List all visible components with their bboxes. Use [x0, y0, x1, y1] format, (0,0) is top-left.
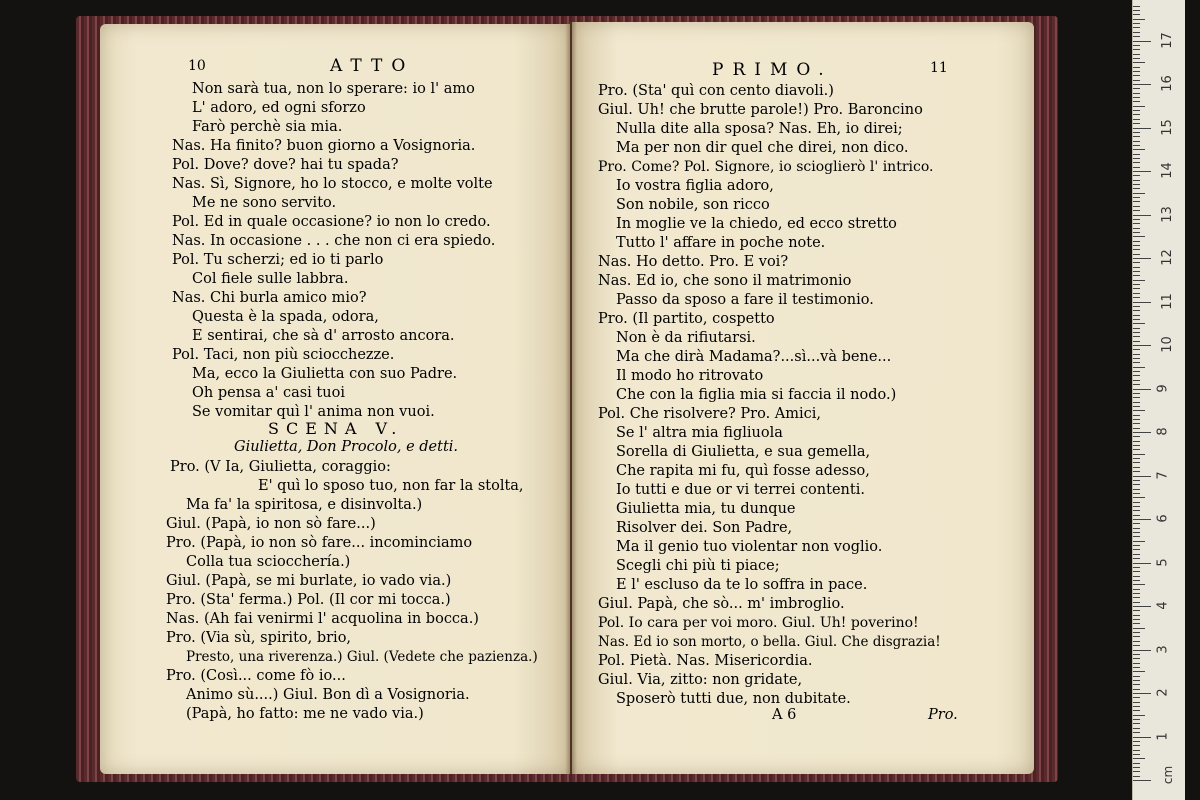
ruler-tick — [1133, 571, 1140, 572]
text-line: Colla tua sciocchería.) — [186, 554, 351, 570]
ruler-tick — [1133, 23, 1140, 24]
text-line: Giul. Via, zitto: non gridate, — [598, 672, 803, 688]
text-line: Risolver dei. Son Padre, — [616, 520, 793, 536]
ruler-tick — [1133, 449, 1140, 450]
ruler-tick — [1133, 436, 1140, 437]
text-line: Scegli chi più ti piace; — [616, 558, 780, 574]
ruler-tick — [1133, 506, 1140, 507]
ruler-tick — [1133, 732, 1140, 733]
ruler-number: 1 — [1155, 731, 1171, 741]
ruler-tick — [1133, 10, 1140, 11]
ruler-tick — [1133, 580, 1140, 581]
ruler-number: 5 — [1155, 557, 1171, 567]
ruler-tick — [1133, 567, 1140, 568]
ruler-tick — [1133, 141, 1140, 142]
ruler-unit: cm — [1161, 765, 1176, 785]
ruler-tick — [1133, 606, 1151, 607]
right-page-number: 11 — [930, 60, 948, 76]
ruler-tick — [1133, 719, 1140, 720]
ruler-tick — [1133, 6, 1140, 7]
ruler-tick — [1133, 293, 1140, 294]
ruler-tick — [1133, 128, 1151, 129]
ruler-tick — [1133, 676, 1140, 677]
ruler-number: 10 — [1159, 336, 1175, 353]
text-line: Nas. In occasione . . . che non ci era spiedo. — [172, 233, 496, 249]
ruler-tick — [1133, 171, 1151, 172]
measuring-ruler — [1132, 0, 1185, 800]
ruler-tick — [1133, 671, 1145, 672]
ruler-tick — [1133, 554, 1140, 555]
ruler-number: 14 — [1159, 162, 1175, 179]
text-line: Presto, una riverenza.) Giul. (Vedete che pazienza.) — [186, 649, 538, 665]
ruler-tick — [1133, 228, 1140, 229]
ruler-tick — [1133, 245, 1140, 246]
ruler-tick — [1133, 306, 1140, 307]
ruler-tick — [1133, 254, 1140, 255]
ruler-tick — [1133, 275, 1140, 276]
ruler-tick — [1133, 689, 1140, 690]
ruler-tick — [1133, 136, 1140, 137]
catchword: Pro. — [928, 707, 958, 723]
ruler-tick — [1133, 158, 1140, 159]
ruler-number: 2 — [1155, 688, 1171, 697]
ruler-tick — [1133, 397, 1140, 398]
ruler-tick — [1133, 406, 1140, 407]
ruler-tick — [1133, 232, 1140, 233]
text-line: Ma che dirà Madama?...sì...và bene... — [616, 349, 892, 365]
ruler-tick — [1133, 741, 1140, 742]
ruler-tick — [1133, 371, 1140, 372]
ruler-tick — [1133, 484, 1140, 485]
ruler-tick — [1133, 650, 1151, 651]
ruler-number: 16 — [1159, 75, 1175, 92]
ruler-tick — [1133, 71, 1140, 72]
ruler-tick — [1133, 589, 1140, 590]
ruler-tick — [1133, 393, 1140, 394]
text-line: Giul. (Papà, se mi burlate, io vado via.) — [166, 573, 452, 589]
ruler-number: 6 — [1155, 514, 1171, 523]
text-line: Pol. Pietà. Nas. Misericordia. — [598, 653, 813, 669]
ruler-tick — [1133, 493, 1140, 494]
ruler-number: 13 — [1159, 205, 1175, 223]
ruler-tick — [1133, 476, 1151, 477]
text-line: Giul. Uh! che brutte parole!) Pro. Baroncino — [598, 102, 923, 118]
ruler-tick — [1133, 563, 1151, 564]
ruler-tick — [1133, 502, 1140, 503]
text-line: Nas. Chi burla amico mio? — [172, 290, 367, 306]
ruler-tick — [1133, 702, 1140, 703]
text-line: Giulietta mia, tu dunque — [616, 501, 796, 517]
ruler-tick — [1133, 441, 1140, 442]
ruler-tick — [1133, 636, 1140, 637]
ruler-tick — [1133, 593, 1140, 594]
ruler-tick — [1133, 415, 1140, 416]
text-line: Tutto l' affare in poche note. — [616, 235, 826, 251]
text-line: Nas. (Ah fai venirmi l' acquolina in bocca.) — [166, 611, 479, 627]
ruler-tick — [1133, 84, 1151, 85]
signature-mark: A 6 — [772, 707, 797, 723]
ruler-tick — [1133, 375, 1140, 376]
ruler-tick — [1133, 623, 1140, 624]
ruler-tick — [1133, 215, 1151, 216]
right-page-header: PRIMO. — [712, 60, 833, 80]
ruler-number: 15 — [1159, 118, 1175, 136]
text-line: Pro. (Il partito, cospetto — [598, 311, 775, 327]
ruler-tick — [1133, 410, 1145, 411]
text-line: Nas. Ed io, che sono il matrimonio — [598, 273, 852, 289]
ruler-tick — [1133, 162, 1140, 163]
text-line: Col fiele sulle labbra. — [192, 271, 349, 287]
text-line: Ma il genio tuo violentar non voglio. — [616, 539, 883, 555]
ruler-tick — [1133, 632, 1140, 633]
ruler-tick — [1133, 763, 1140, 764]
ruler-tick — [1133, 336, 1140, 337]
ruler-number: 12 — [1159, 249, 1175, 266]
ruler-tick — [1133, 445, 1140, 446]
text-line: Sorella di Giulietta, e sua gemella, — [616, 444, 871, 460]
text-line: Nulla dite alla sposa? Nas. Eh, io direi; — [616, 121, 903, 137]
ruler-tick — [1133, 480, 1140, 481]
ruler-tick — [1133, 584, 1145, 585]
ruler-tick — [1133, 362, 1140, 363]
text-line: Pro. (Sta' ferma.) Pol. (Il cor mi tocca.) — [166, 592, 451, 608]
text-line: E sentirai, che sà d' arrosto ancora. — [192, 328, 455, 344]
text-line: Che con la figlia mia si faccia il nodo.) — [616, 387, 897, 403]
ruler-tick — [1133, 332, 1140, 333]
ruler-tick — [1133, 88, 1140, 89]
left-page-number: 10 — [188, 58, 206, 74]
text-line: Pro. Come? Pol. Signore, io scioglierò l' intrico. — [598, 159, 934, 175]
ruler-tick — [1133, 175, 1140, 176]
ruler-tick — [1133, 519, 1151, 520]
ruler-tick — [1133, 576, 1140, 577]
ruler-tick — [1133, 315, 1140, 316]
text-line: Pro. (Papà, io non sò fare... incominciamo — [166, 535, 473, 551]
ruler-tick — [1133, 193, 1145, 194]
ruler-number: 8 — [1155, 427, 1171, 436]
text-line: E l' escluso da te lo soffra in pace. — [616, 577, 868, 593]
text-line: E' quì lo sposo tuo, non far la stolta, — [258, 478, 524, 494]
ruler-tick — [1133, 75, 1140, 76]
ruler-tick — [1133, 36, 1140, 37]
ruler-tick — [1133, 328, 1140, 329]
ruler-tick — [1133, 97, 1140, 98]
text-line: Pro. (Via sù, spirito, brio, — [166, 630, 352, 646]
text-line: Farò perchè sia mia. — [192, 119, 343, 135]
text-line: Passo da sposo a fare il testimonio. — [616, 292, 874, 308]
text-line: Giul. Papà, che sò... m' imbroglio. — [598, 596, 845, 612]
ruler-tick — [1133, 693, 1151, 694]
ruler-tick — [1133, 515, 1140, 516]
ruler-tick — [1133, 754, 1140, 755]
ruler-tick — [1133, 723, 1140, 724]
ruler-tick — [1133, 249, 1140, 250]
text-line: Non è da rifiutarsi. — [616, 330, 756, 346]
ruler-tick — [1133, 45, 1140, 46]
text-line: Pro. (V Ia, Giulietta, coraggio: — [170, 459, 391, 475]
text-line: Nas. Ho detto. Pro. E voi? — [598, 254, 789, 270]
ruler-tick — [1133, 619, 1140, 620]
ruler-tick — [1133, 658, 1140, 659]
ruler-tick — [1133, 767, 1140, 768]
text-line: Se l' altra mia figliuola — [616, 425, 783, 441]
ruler-tick — [1133, 680, 1140, 681]
text-line: Io vostra figlia adoro, — [616, 178, 774, 194]
ruler-tick — [1133, 210, 1140, 211]
ruler-tick — [1133, 776, 1140, 777]
text-line: Pol. Io cara per voi moro. Giul. Uh! poverino! — [598, 615, 919, 631]
ruler-tick — [1133, 280, 1145, 281]
ruler-tick — [1133, 536, 1140, 537]
ruler-tick — [1133, 67, 1140, 68]
text-line: Giul. (Papà, io non sò fare...) — [166, 516, 376, 532]
ruler-tick — [1133, 123, 1140, 124]
book-gutter — [565, 22, 577, 774]
ruler-tick — [1133, 419, 1140, 420]
text-line: Nas. Ha finito? buon giorno a Vosignoria. — [172, 138, 476, 154]
ruler-tick — [1133, 341, 1140, 342]
ruler-tick — [1133, 380, 1140, 381]
ruler-tick — [1133, 236, 1145, 237]
ruler-tick — [1133, 219, 1140, 220]
ruler-tick — [1133, 528, 1140, 529]
ruler-tick — [1133, 615, 1140, 616]
ruler-tick — [1133, 558, 1140, 559]
ruler-tick — [1133, 697, 1140, 698]
ruler-tick — [1133, 288, 1140, 289]
ruler-tick — [1133, 206, 1140, 207]
ruler-tick — [1133, 454, 1145, 455]
text-line: Animo sù....) Giul. Bon dì a Vosignoria. — [186, 687, 470, 703]
ruler-tick — [1133, 27, 1140, 28]
ruler-tick — [1133, 432, 1151, 433]
ruler-tick — [1133, 54, 1140, 55]
ruler-tick — [1133, 706, 1140, 707]
ruler-tick — [1133, 541, 1145, 542]
ruler-number: 7 — [1155, 470, 1171, 480]
text-line: Son nobile, son ricco — [616, 197, 770, 213]
ruler-tick — [1133, 188, 1140, 189]
text-line: Pol. Taci, non più sciocchezze. — [172, 347, 395, 363]
ruler-tick — [1133, 602, 1140, 603]
text-line: Ma per non dir quel che direi, non dico. — [616, 140, 909, 156]
ruler-tick — [1133, 284, 1140, 285]
text-line: Nas. Ed io son morto, o bella. Giul. Che disgrazia! — [598, 634, 941, 650]
ruler-tick — [1133, 497, 1145, 498]
ruler-tick — [1133, 119, 1140, 120]
ruler-tick — [1133, 114, 1140, 115]
ruler-tick — [1133, 323, 1145, 324]
ruler-tick — [1133, 354, 1140, 355]
ruler-tick — [1133, 241, 1140, 242]
ruler-tick — [1133, 389, 1151, 390]
ruler-tick — [1133, 428, 1140, 429]
ruler-tick — [1133, 302, 1151, 303]
ruler-number: 17 — [1159, 31, 1175, 49]
ruler-tick — [1133, 271, 1140, 272]
ruler-tick — [1133, 462, 1140, 463]
ruler-tick — [1133, 728, 1140, 729]
ruler-tick — [1133, 32, 1140, 33]
scene-heading: SCENA V. — [268, 419, 404, 438]
ruler-tick — [1133, 628, 1145, 629]
ruler-tick — [1133, 402, 1140, 403]
ruler-tick — [1133, 532, 1140, 533]
text-line: Pol. Dove? dove? hai tu spada? — [172, 157, 399, 173]
ruler-tick — [1133, 62, 1145, 63]
ruler-number: 3 — [1155, 644, 1171, 654]
text-line: Oh pensa a' casi tuoi — [192, 385, 345, 401]
ruler-tick — [1133, 750, 1140, 751]
ruler-tick — [1133, 458, 1140, 459]
ruler-tick — [1133, 145, 1140, 146]
ruler-tick — [1133, 758, 1145, 759]
ruler-tick — [1133, 358, 1140, 359]
ruler-tick — [1133, 384, 1140, 385]
ruler-tick — [1133, 737, 1151, 738]
text-line: Sposerò tutti due, non dubitate. — [616, 691, 851, 707]
ruler-tick — [1133, 715, 1145, 716]
ruler-tick — [1133, 367, 1145, 368]
ruler-tick — [1133, 710, 1140, 711]
scene-characters: Giulietta, Don Procolo, e detti. — [234, 439, 459, 455]
ruler-tick — [1133, 132, 1140, 133]
ruler-tick — [1133, 654, 1140, 655]
ruler-tick — [1133, 93, 1140, 94]
text-line: Me ne sono servito. — [192, 195, 337, 211]
ruler-tick — [1133, 345, 1151, 346]
text-line: (Papà, ho fatto: me ne vado via.) — [186, 706, 424, 722]
ruler-tick — [1133, 262, 1140, 263]
text-line: Il modo ho ritrovato — [616, 368, 764, 384]
text-line: Pro. (Sta' quì con cento diavoli.) — [598, 83, 834, 99]
text-line: Nas. Sì, Signore, ho lo stocco, e molte volte — [172, 176, 493, 192]
ruler-tick — [1133, 197, 1140, 198]
ruler-tick — [1133, 467, 1140, 468]
ruler-tick — [1133, 297, 1140, 298]
text-line: Che rapita mi fu, quì fosse adesso, — [616, 463, 870, 479]
ruler-tick — [1133, 180, 1140, 181]
ruler-tick — [1133, 19, 1145, 20]
ruler-tick — [1133, 58, 1140, 59]
text-line: In moglie ve la chiedo, ed ecco stretto — [616, 216, 897, 232]
text-line: Pro. (Così... come fò io... — [166, 668, 346, 684]
ruler-tick — [1133, 319, 1140, 320]
ruler-tick — [1133, 780, 1151, 781]
left-page-header: ATTO — [330, 56, 415, 76]
ruler-tick — [1133, 610, 1140, 611]
ruler-tick — [1133, 14, 1140, 15]
ruler-tick — [1133, 184, 1140, 185]
text-line: Io tutti e due or vi terrei contenti. — [616, 482, 865, 498]
ruler-tick — [1133, 597, 1140, 598]
ruler-tick — [1133, 523, 1140, 524]
ruler-number: 4 — [1155, 601, 1171, 610]
ruler-tick — [1133, 149, 1145, 150]
text-line: Questa è la spada, odora, — [192, 309, 379, 325]
text-line: L' adoro, ed ogni sforzo — [192, 100, 366, 116]
ruler-tick — [1133, 258, 1151, 259]
ruler-tick — [1133, 471, 1140, 472]
ruler-tick — [1133, 423, 1140, 424]
ruler-number: 11 — [1159, 292, 1175, 310]
ruler-tick — [1133, 80, 1140, 81]
ruler-tick — [1133, 349, 1140, 350]
ruler-tick — [1133, 667, 1140, 668]
ruler-tick — [1133, 201, 1140, 202]
ruler-tick — [1133, 510, 1140, 511]
ruler-tick — [1133, 545, 1140, 546]
ruler-tick — [1133, 41, 1151, 42]
text-line: Non sarà tua, non lo sperare: io l' amo — [192, 81, 475, 97]
ruler-tick — [1133, 167, 1140, 168]
ruler-tick — [1133, 154, 1140, 155]
ruler-tick — [1133, 745, 1140, 746]
text-line: Pol. Ed in quale occasione? io non lo credo. — [172, 214, 491, 230]
ruler-tick — [1133, 101, 1140, 102]
ruler-tick — [1133, 771, 1140, 772]
ruler-tick — [1133, 645, 1140, 646]
text-line: Pol. Tu scherzi; ed io ti parlo — [172, 252, 384, 268]
ruler-tick — [1133, 684, 1140, 685]
ruler-tick — [1133, 549, 1140, 550]
ruler-tick — [1133, 310, 1140, 311]
ruler-tick — [1133, 223, 1140, 224]
ruler-tick — [1133, 49, 1140, 50]
ruler-tick — [1133, 663, 1140, 664]
ruler-tick — [1133, 110, 1140, 111]
text-line: Ma fa' la spiritosa, e disinvolta.) — [186, 497, 423, 513]
text-line: Pol. Che risolvere? Pro. Amici, — [598, 406, 822, 422]
ruler-tick — [1133, 267, 1140, 268]
ruler-tick — [1133, 489, 1140, 490]
ruler-number: 9 — [1155, 383, 1171, 393]
ruler-tick — [1133, 641, 1140, 642]
ruler-tick — [1133, 106, 1145, 107]
text-line: Se vomitar quì l' anima non vuoi. — [192, 404, 435, 420]
text-line: Ma, ecco la Giulietta con suo Padre. — [192, 366, 458, 382]
